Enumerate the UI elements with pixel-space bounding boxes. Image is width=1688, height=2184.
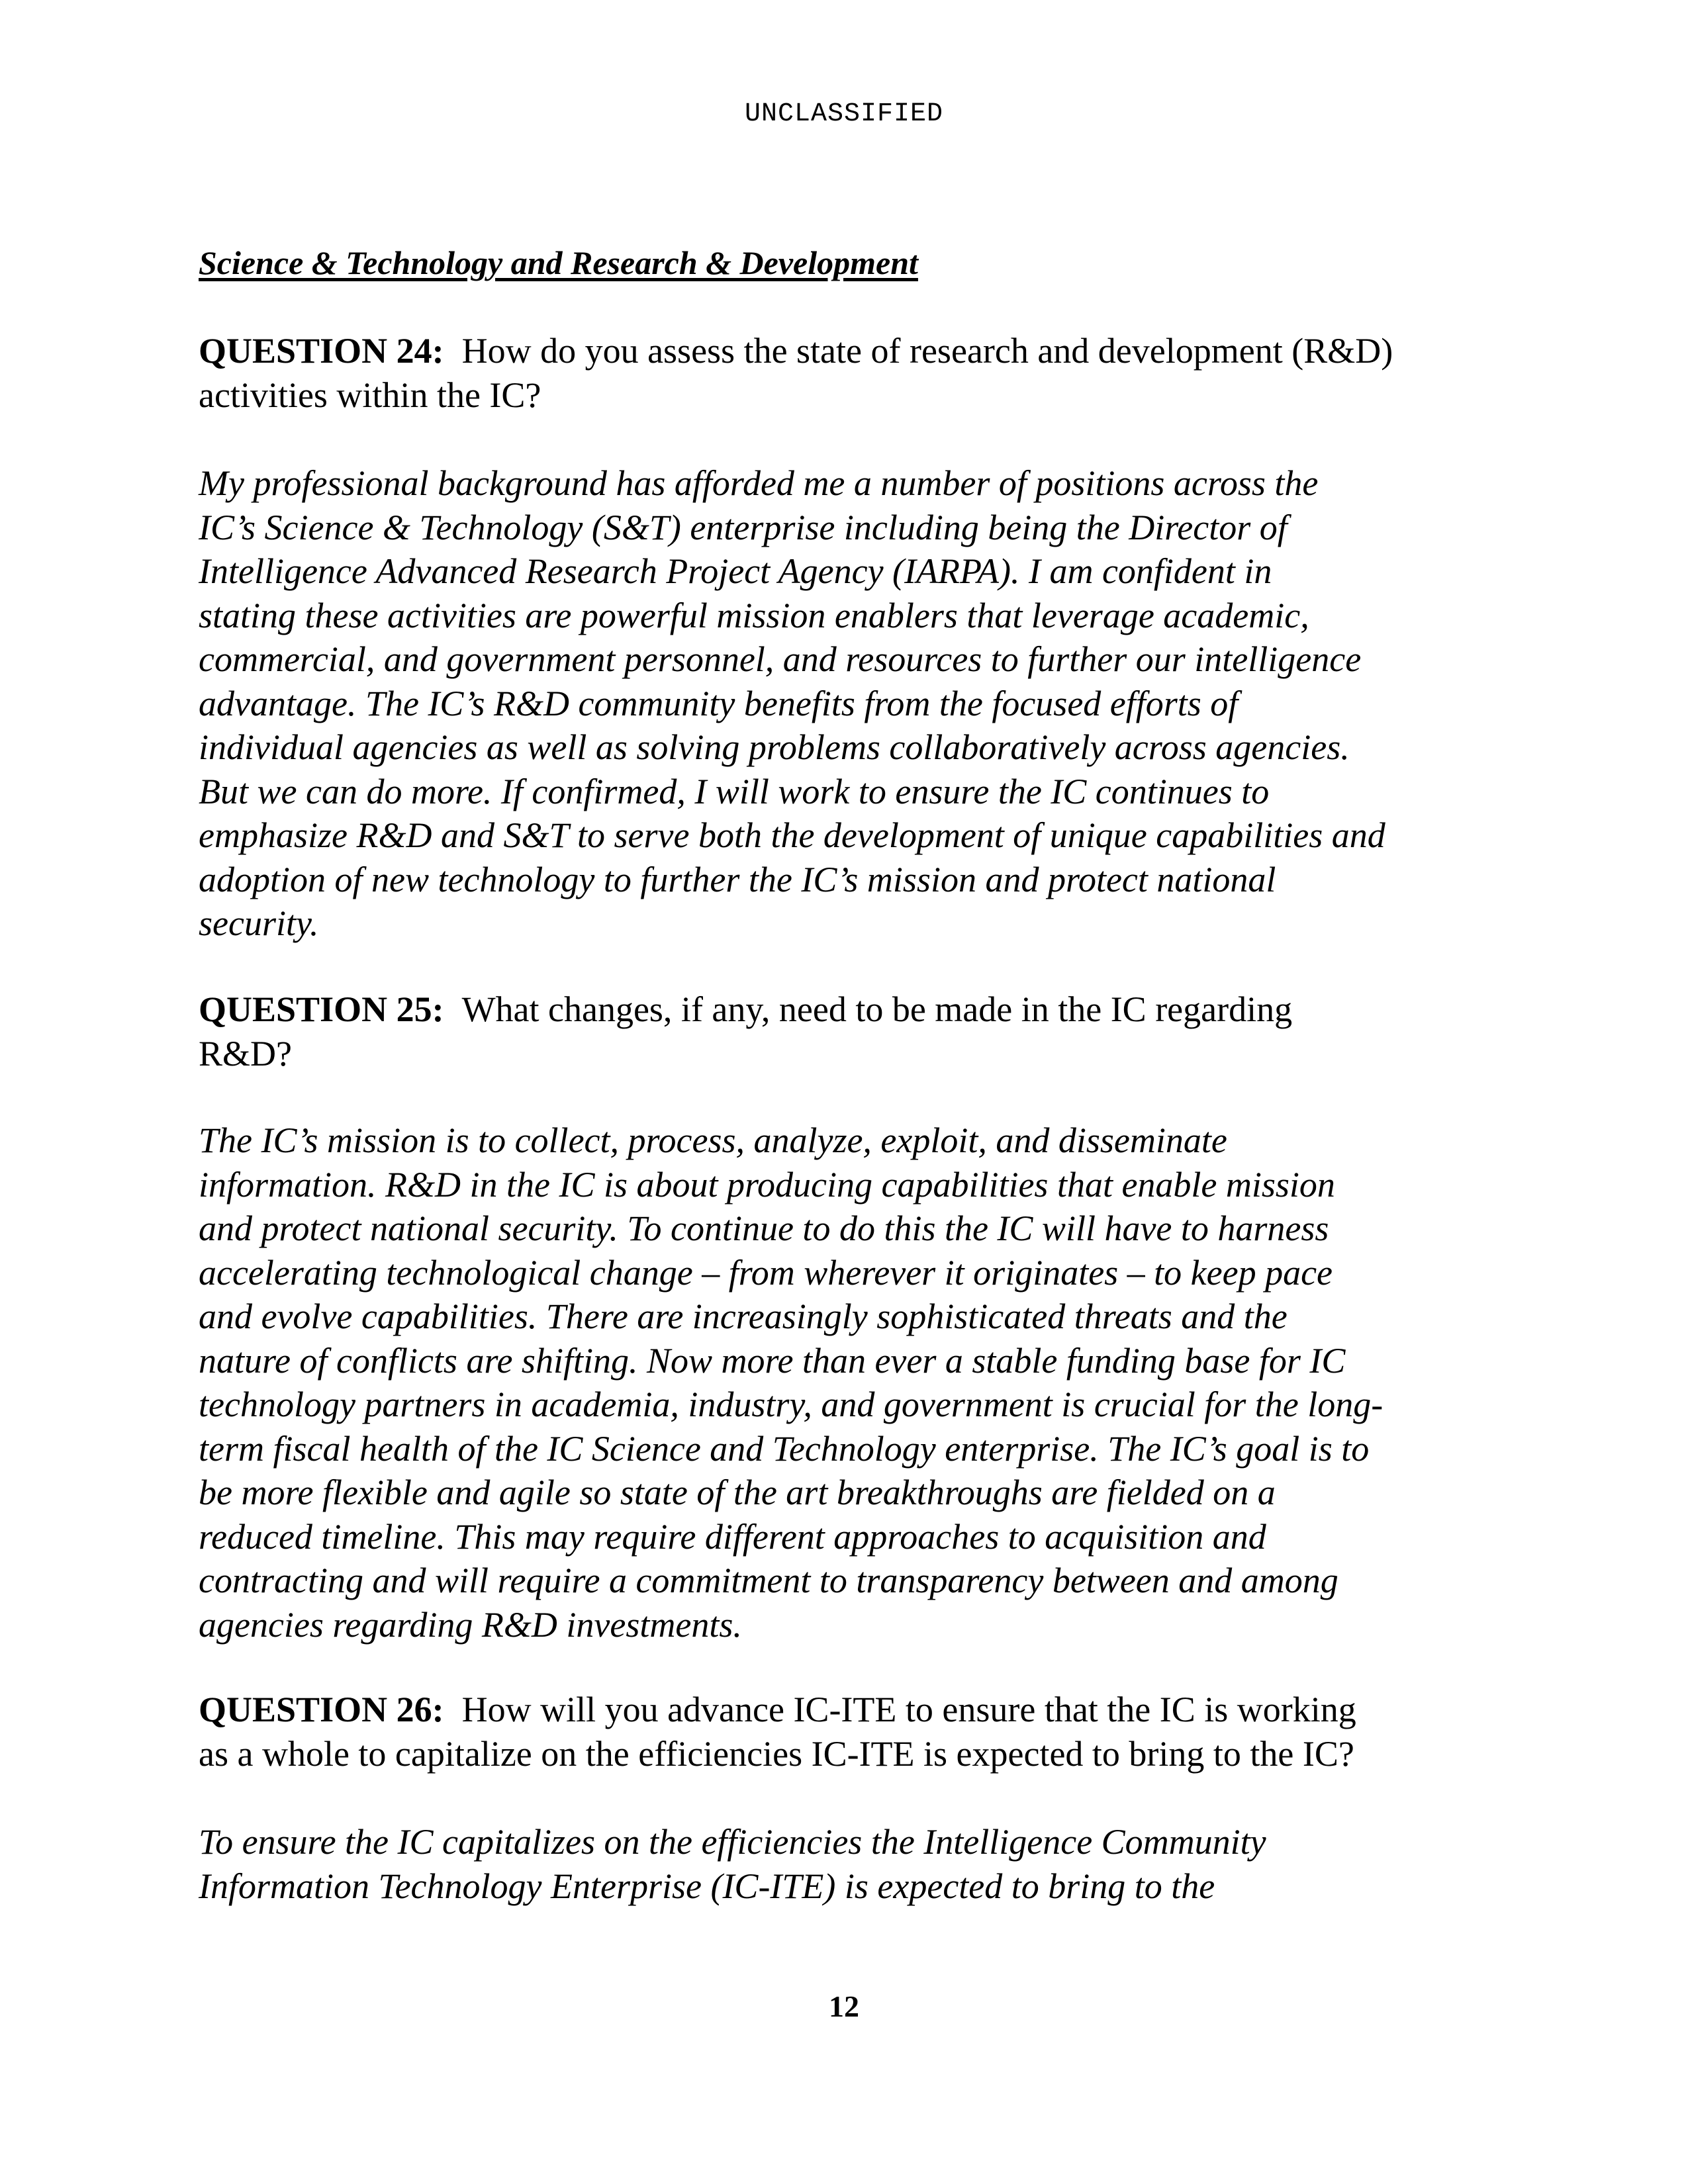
answer-25 xyxy=(199,1118,1523,1647)
answer-26 xyxy=(199,1820,1523,1908)
answer-line: emphasize R&D and S&T to serve both the development of unique capabilities and xyxy=(199,815,1385,855)
question-label: QUESTION 25: xyxy=(199,989,444,1029)
answer-line: reduced timeline. This may require different approaches to acquisition and xyxy=(199,1516,1266,1557)
answer-line: and protect national security. To continue to do this the IC will have to harness xyxy=(199,1208,1329,1248)
question-text: What changes, if any, need to be made in the IC regarding xyxy=(461,989,1293,1029)
answer-line: Intelligence Advanced Research Project Agency (IARPA). I am confident in xyxy=(199,551,1272,591)
answer-line: adoption of new technology to further the IC’s mission and protect national xyxy=(199,859,1276,899)
question-text: R&D? xyxy=(199,1033,292,1073)
answer-line: information. R&D in the IC is about producing capabilities that enable mission xyxy=(199,1164,1335,1205)
answer-line: accelerating technological change – from wherever it originates – to keep pace xyxy=(199,1252,1333,1293)
section-title: Science & Technology and Research & Development xyxy=(199,244,918,281)
question-26 xyxy=(199,1688,1523,1776)
answer-line: IC’s Science & Technology (S&T) enterprise including being the Director of xyxy=(199,507,1288,547)
answer-line: be more flexible and agile so state of the art breakthroughs are fielded on a xyxy=(199,1473,1276,1512)
answer-line: technology partners in academia, industry, and government is crucial for the long- xyxy=(199,1385,1383,1424)
answer-line: and evolve capabilities. There are increasingly sophisticated threats and the xyxy=(199,1297,1288,1336)
question-text: as a whole to capitalize on the efficiencies IC-ITE is expected to bring to the IC? xyxy=(199,1733,1354,1774)
answer-line: commercial, and government personnel, and resources to further our intelligence xyxy=(199,639,1362,679)
classification-header: UNCLASSIFIED xyxy=(744,99,944,129)
answer-line: The IC’s mission is to collect, process, analyze, exploit, and disseminate xyxy=(199,1120,1227,1160)
question-24 xyxy=(199,329,1523,417)
question-text: activities within the IC? xyxy=(199,375,541,415)
answer-line: contracting and will require a commitment to transparency between and among xyxy=(199,1561,1338,1600)
answer-line: agencies regarding R&D investments. xyxy=(199,1604,742,1645)
answer-line: stating these activities are powerful mission enablers that leverage academic, xyxy=(199,595,1309,635)
answer-line: security. xyxy=(199,903,319,943)
answer-line: advantage. The IC’s R&D community benefits from the focused efforts of xyxy=(199,683,1239,723)
question-text: How will you advance IC-ITE to ensure that the IC is working xyxy=(461,1690,1356,1729)
answer-24 xyxy=(199,461,1523,946)
question-25 xyxy=(199,987,1523,1075)
answer-line: To ensure the IC capitalizes on the efficiencies the Intelligence Community xyxy=(199,1822,1266,1862)
page-number: 12 xyxy=(829,1989,859,2023)
answer-line: nature of conflicts are shifting. Now more than ever a stable funding base for IC xyxy=(199,1340,1346,1381)
question-text: How do you assess the state of research and development (R&D) xyxy=(461,331,1393,371)
answer-line: Information Technology Enterprise (IC-ITE) is expected to bring to the xyxy=(199,1866,1215,1906)
answer-line: My professional background has afforded me a number of positions across the xyxy=(199,463,1319,503)
answer-line: But we can do more. If confirmed, I will work to ensure the IC continues to xyxy=(199,771,1270,811)
question-label: QUESTION 26: xyxy=(199,1690,444,1729)
question-label: QUESTION 24: xyxy=(199,331,444,371)
answer-line: term fiscal health of the IC Science and Technology enterprise. The IC’s goal is to xyxy=(199,1428,1370,1469)
answer-line: individual agencies as well as solving problems collaboratively across agencies. xyxy=(199,727,1350,767)
